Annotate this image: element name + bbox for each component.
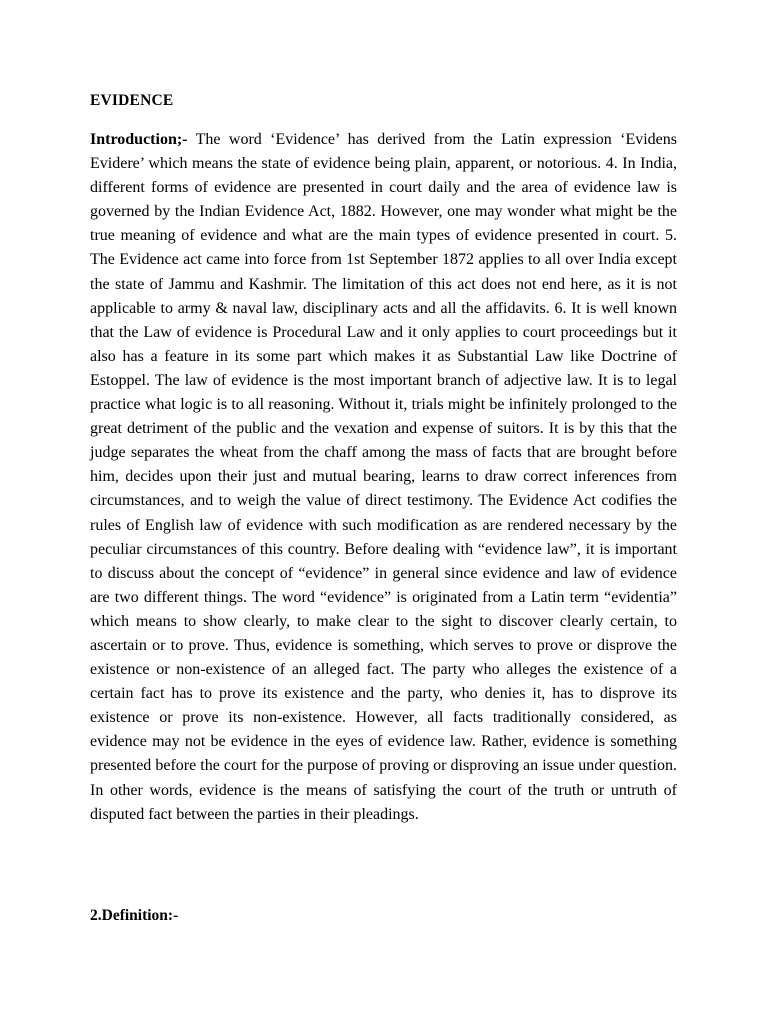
definition-heading: 2.Definition:- — [90, 907, 179, 924]
introduction-lead: Introduction;- — [90, 131, 188, 148]
document-title: EVIDENCE — [90, 92, 174, 109]
introduction-body: The word ‘Evidence’ has derived from the Latin expression ‘Evidens Evidere’ which means the state of evidence being plain, apparent, or notorious. 4. In India, different forms of evidence are presented in court daily and the area of evidence law is governed by the Indian Evidence Act, 1882. However, one may wonder what might be the true meaning of evidence and what are the main types of evidence presented in court. 5. The Evidence act came into force from 1st September 1872 applies to all over India except the state of Jammu and Kashmir. The limitation of this act does not end here, as it is not applicable to army & naval law, disciplinary acts and all the affidavits. 6. It is well known that the Law of evidence is Procedural Law and it only applies to court proceedings but it also has a feature in its some part which makes it as Substantial Law like Doctrine of Estoppel. The law of evidence is the most important branch of adjective law. It is to legal practice what logic is to all reasoning. Without it, trials might be infinitely prolonged to the great detriment of the public and the vexation and expense of suitors. It is by this that the judge separates the wheat from the chaff among the mass of facts that are brought before him, decides upon their just and mutual bearing, learns to draw correct inferences from circumstances, and to weigh the value of direct testimony. The Evidence Act codifies the rules of English law of evidence with such modification as are rendered necessary by the peculiar circumstances of this country. Before dealing with “evidence law”, it is important to discuss about the concept of “evidence” in general since evidence and law of evidence are two different things. The word “evidence” is originated from a Latin term “evidentia” which means to show clearly, to make clear to the sight to discover clearly certain, to ascertain or to prove. Thus, evidence is something, which serves to prove or disprove the existence or non-existence of an alleged fact. The party who alleges the existence of a certain fact has to prove its existence and the party, who denies it, has to disprove its existence or prove its non-existence. However, all facts traditionally considered, as evidence may not be evidence in the eyes of evidence law. Rather, evidence is something presented before the court for the purpose of proving or disproving an issue under question. In other words, evidence is the means of satisfying the court of the truth or untruth of disputed fact between the parties in their pleadings. — [90, 131, 677, 823]
introduction-paragraph — [90, 128, 677, 827]
